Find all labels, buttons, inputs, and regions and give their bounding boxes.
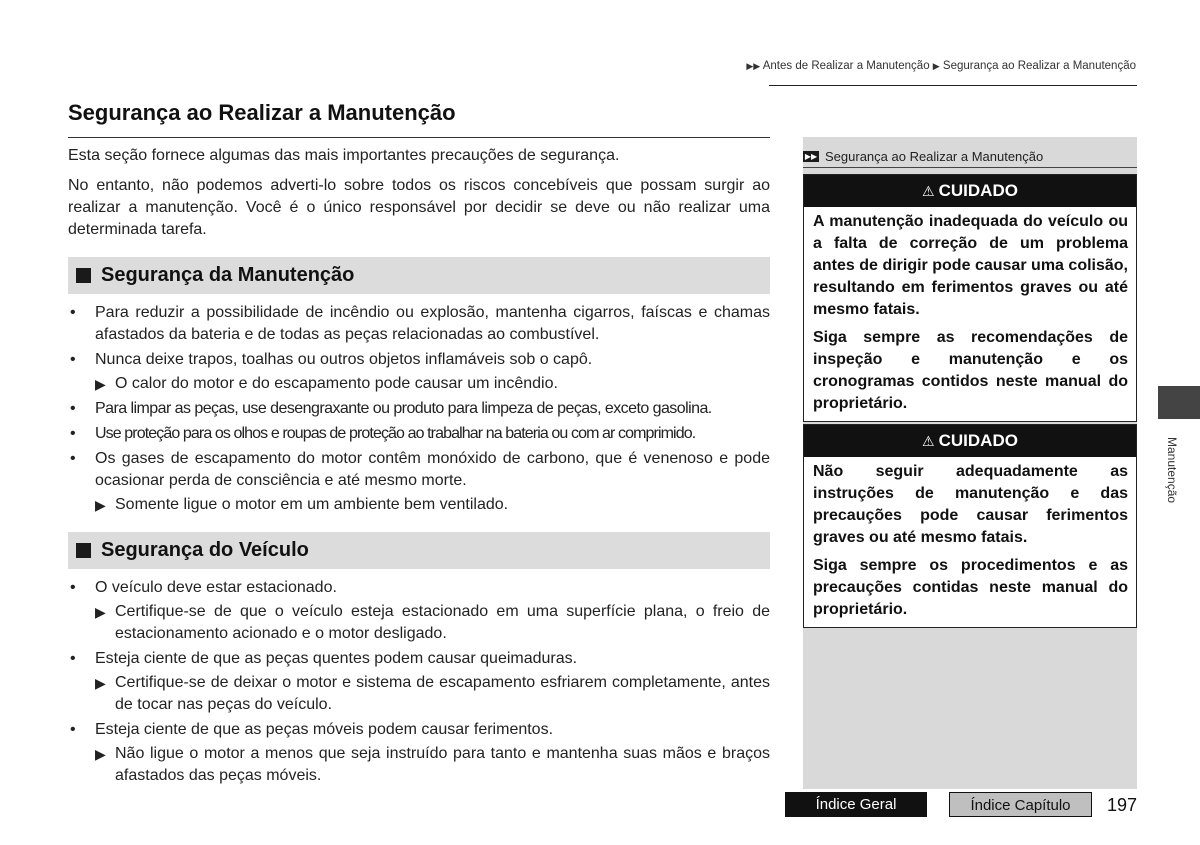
caution-header bbox=[804, 175, 1136, 207]
square-bullet-icon bbox=[76, 543, 91, 558]
list-item bbox=[68, 398, 770, 420]
sub-note bbox=[95, 373, 770, 395]
section-heading-text: Segurança da Manutenção bbox=[101, 264, 355, 286]
breadcrumb bbox=[746, 60, 1136, 72]
caution-text: Siga sempre as recomendações de inspeção e manutenção e os cronogramas contidos neste manual do proprietário. bbox=[813, 329, 1128, 412]
chapter-index-button[interactable]: Índice Capítulo bbox=[949, 792, 1092, 817]
list-item bbox=[68, 577, 770, 645]
vehicle-safety-list bbox=[68, 577, 770, 787]
list-item-text: Os gases de escapamento do motor contêm monóxido de carbono, que é venenoso e pode ocasionar perda de consciência e até mesmo morte. bbox=[95, 450, 770, 489]
double-arrow-icon: ▶▶ bbox=[804, 152, 818, 161]
breadcrumb-item-parent[interactable]: Antes de Realizar a Manutenção bbox=[762, 60, 930, 72]
chapter-tab[interactable] bbox=[1158, 386, 1200, 419]
section-heading-maintenance bbox=[68, 257, 770, 294]
warning-triangle-icon: ⚠ bbox=[922, 183, 935, 199]
list-item-text: Nunca deixe trapos, toalhas ou outros objetos inflamáveis sob o capô. bbox=[95, 351, 593, 368]
general-index-button[interactable]: Índice Geral bbox=[785, 792, 927, 817]
sub-note-text: Certifique-se de que o veículo esteja estacionado em uma superfície plana, o freio de estacionamento acionado e o motor desligado. bbox=[115, 603, 770, 642]
warning-triangle-icon: ⚠ bbox=[922, 433, 935, 449]
double-arrow-icon: ▶▶ bbox=[746, 61, 761, 71]
sub-note bbox=[95, 494, 770, 516]
caution-text: Siga sempre os procedimentos e as precauções contidas neste manual do proprietário. bbox=[813, 557, 1128, 618]
list-item bbox=[68, 448, 770, 516]
square-bullet-icon bbox=[76, 268, 91, 283]
caution-text: Não seguir adequadamente as instruções de manutenção e das precauções pode causar ferimentos graves ou até mesmo fatais. bbox=[813, 463, 1128, 546]
list-item-text: Use proteção para os olhos e roupas de proteção ao trabalhar na bateria ou com ar comprimido. bbox=[95, 425, 696, 442]
list-item-text: Esteja ciente de que as peças quentes podem causar queimaduras. bbox=[95, 650, 578, 667]
sidebar-panel bbox=[803, 137, 1137, 789]
arrow-icon: ▶ bbox=[932, 61, 940, 71]
sub-note bbox=[95, 743, 770, 787]
list-item bbox=[68, 423, 770, 445]
chapter-label: Manutenção bbox=[1165, 437, 1179, 504]
sub-note bbox=[95, 601, 770, 645]
main-content bbox=[68, 145, 770, 790]
header-divider bbox=[769, 85, 1137, 86]
section-heading-text: Segurança do Veículo bbox=[101, 539, 309, 561]
list-item-text: O veículo deve estar estacionado. bbox=[95, 579, 337, 596]
title-divider bbox=[68, 137, 770, 138]
arrow-icon: ▶ bbox=[95, 675, 106, 691]
caution-body bbox=[804, 207, 1136, 421]
list-item bbox=[68, 648, 770, 716]
page-number: 197 bbox=[1107, 795, 1138, 815]
maintenance-safety-list bbox=[68, 302, 770, 516]
arrow-icon: ▶ bbox=[95, 604, 106, 620]
sub-note bbox=[95, 672, 770, 716]
sub-note-text: Somente ligue o motor em um ambiente bem ventilado. bbox=[115, 496, 509, 513]
list-item bbox=[68, 302, 770, 346]
arrow-icon: ▶ bbox=[95, 376, 106, 392]
sub-note-text: Não ligue o motor a menos que seja instruído para tanto e mantenha suas mãos e braços afastados das peças móveis. bbox=[115, 745, 770, 784]
sub-note-text: Certifique-se de deixar o motor e sistema de escapamento esfriarem completamente, antes de tocar nas peças do veículo. bbox=[115, 674, 770, 713]
intro-paragraph: No entanto, não podemos adverti-lo sobre todos os riscos concebíveis que possam surgir ao realizar a manutenção. Você é o único responsável por decidir se deve ou não realizar uma determinada tarefa. bbox=[68, 177, 770, 238]
page-title: Segurança ao Realizar a Manutenção bbox=[68, 100, 456, 125]
sidebar-reference bbox=[803, 149, 1043, 164]
sidebar-reference-title: Segurança ao Realizar a Manutenção bbox=[825, 149, 1044, 164]
section-heading-vehicle bbox=[68, 532, 770, 569]
caution-box bbox=[803, 424, 1137, 628]
caution-box bbox=[803, 174, 1137, 422]
caution-label: CUIDADO bbox=[938, 181, 1018, 200]
caution-text: A manutenção inadequada do veículo ou a falta de correção de um problema antes de dirigir pode causar uma colisão, resultando em ferimentos graves ou até mesmo fatais. bbox=[813, 213, 1128, 318]
list-item-text: Esteja ciente de que as peças móveis podem causar ferimentos. bbox=[95, 721, 554, 738]
list-item bbox=[68, 349, 770, 395]
list-item-text: Para limpar as peças, use desengraxante ou produto para limpeza de peças, exceto gasolina. bbox=[95, 400, 712, 417]
sub-note-text: O calor do motor e do escapamento pode causar um incêndio. bbox=[115, 375, 558, 392]
list-item bbox=[68, 719, 770, 787]
caution-body bbox=[804, 457, 1136, 627]
caution-label: CUIDADO bbox=[938, 431, 1018, 450]
breadcrumb-item-current: Segurança ao Realizar a Manutenção bbox=[942, 60, 1136, 72]
list-item-text: Para reduzir a possibilidade de incêndio ou explosão, mantenha cigarros, faíscas e chamas afastados da bateria e de todas as peças relacionadas ao combustível. bbox=[95, 304, 770, 343]
intro-paragraph: Esta seção fornece algumas das mais importantes precauções de segurança. bbox=[68, 147, 620, 164]
arrow-icon: ▶ bbox=[95, 746, 106, 762]
sidebar-divider bbox=[803, 167, 1137, 168]
caution-header bbox=[804, 425, 1136, 457]
arrow-icon: ▶ bbox=[95, 497, 106, 513]
